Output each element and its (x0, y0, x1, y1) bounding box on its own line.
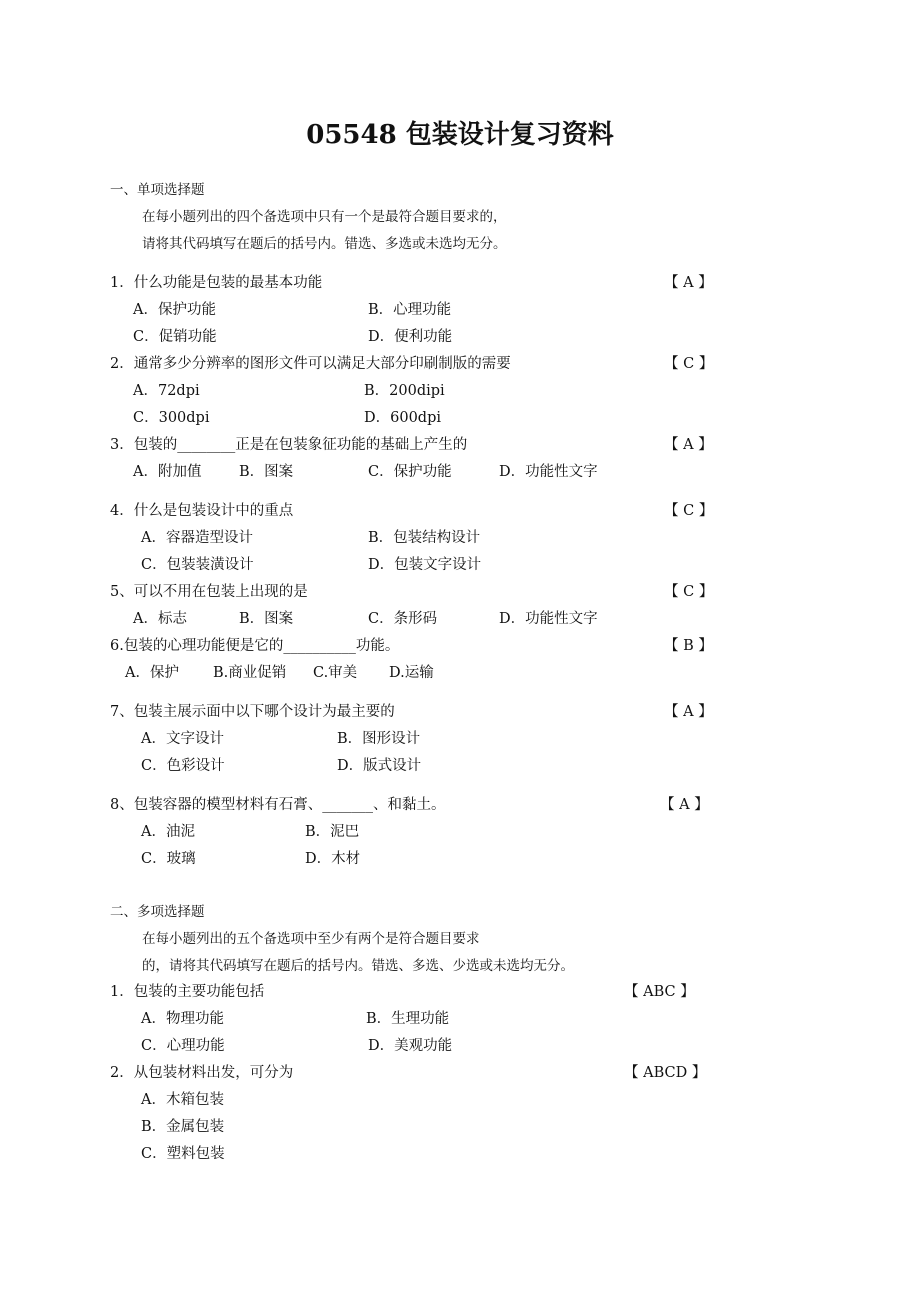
option: B．图案 (239, 611, 294, 627)
option: A．72dpi (133, 383, 200, 399)
option: D．功能性文字 (499, 464, 598, 480)
answer-bracket: 【 C 】 (664, 356, 714, 372)
option: D．木材 (305, 851, 361, 867)
question: 5、可以不用在包装上出现的是 (110, 584, 308, 600)
question: 4．什么是包装设计中的重点 (110, 503, 294, 519)
question: 1．包装的主要功能包括 (110, 984, 265, 1000)
question: 8、包装容器的模型材料有石膏、_______、和黏土。 (110, 797, 446, 813)
option: D．便利功能 (368, 329, 453, 345)
option: D．600dpi (364, 410, 442, 426)
option: A．附加值 (133, 464, 202, 480)
question: 7、包装主展示面中以下哪个设计为最主要的 (110, 704, 395, 720)
question: 1．什么功能是包装的最基本功能 (110, 275, 323, 291)
option: C．保护功能 (368, 464, 452, 480)
question: 3．包装的________正是在包装象征功能的基础上产生的 (110, 437, 468, 453)
option: B．200dipi (364, 383, 445, 399)
section-intro: 在每小题列出的五个备选项中至少有两个是符合题目要求 (142, 931, 480, 947)
section-heading: 二、多项选择题 (110, 904, 205, 920)
answer-bracket: 【 B 】 (664, 638, 713, 654)
option: A．文字设计 (141, 731, 224, 747)
option: A．标志 (133, 611, 187, 627)
option: A．保护功能 (133, 302, 216, 318)
answer-bracket: 【 A 】 (660, 797, 709, 813)
option: B．图形设计 (337, 731, 421, 747)
option: D．包装文字设计 (368, 557, 482, 573)
option: C．塑料包装 (141, 1146, 225, 1162)
option: C．心理功能 (141, 1038, 225, 1054)
option: A．油泥 (141, 824, 195, 840)
option: B．图案 (239, 464, 294, 480)
option: B．泥巴 (305, 824, 360, 840)
answer-bracket: 【 C 】 (664, 584, 714, 600)
answer-bracket: 【 A 】 (664, 275, 713, 291)
option: C．包装装潢设计 (141, 557, 254, 573)
answer-bracket: 【 ABC 】 (624, 984, 695, 1000)
question: 2．通常多少分辨率的图形文件可以满足大部分印刷制版的需要 (110, 356, 511, 372)
section-intro: 请将其代码填写在题后的括号内。错选、多选或未选均无分。 (142, 236, 507, 252)
option: D.运输 (389, 665, 434, 681)
question: 6.包装的心理功能便是它的__________功能。 (110, 638, 400, 654)
option: C．条形码 (368, 611, 438, 627)
option: B．包装结构设计 (368, 530, 481, 546)
section-heading: 一、单项选择题 (110, 182, 205, 198)
option: B．金属包装 (141, 1119, 225, 1135)
answer-bracket: 【 A 】 (664, 437, 713, 453)
section-intro: 在每小题列出的四个备选项中只有一个是最符合题目要求的， (142, 209, 507, 225)
section-intro: 的，请将其代码填写在题后的括号内。错选、多选、少选或未选均无分。 (142, 958, 574, 974)
option: C．300dpi (133, 410, 210, 426)
answer-bracket: 【 ABCD 】 (624, 1065, 707, 1081)
option: A．容器造型设计 (141, 530, 253, 546)
option: A．木箱包装 (141, 1092, 224, 1108)
option: A．物理功能 (141, 1011, 224, 1027)
option: D．功能性文字 (499, 611, 598, 627)
document-title: 05548 包装设计复习资料 (306, 120, 614, 150)
option: D．版式设计 (337, 758, 422, 774)
option: B．生理功能 (366, 1011, 450, 1027)
option: B.商业促销 (213, 665, 287, 681)
option: A．保护 (125, 665, 179, 681)
option: D．美观功能 (368, 1038, 453, 1054)
answer-bracket: 【 C 】 (664, 503, 714, 519)
option: C.审美 (313, 665, 358, 681)
option: B．心理功能 (368, 302, 452, 318)
option: C．促销功能 (133, 329, 217, 345)
option: C．色彩设计 (141, 758, 225, 774)
answer-bracket: 【 A 】 (664, 704, 713, 720)
question: 2．从包装材料出发，可分为 (110, 1065, 294, 1081)
option: C．玻璃 (141, 851, 196, 867)
